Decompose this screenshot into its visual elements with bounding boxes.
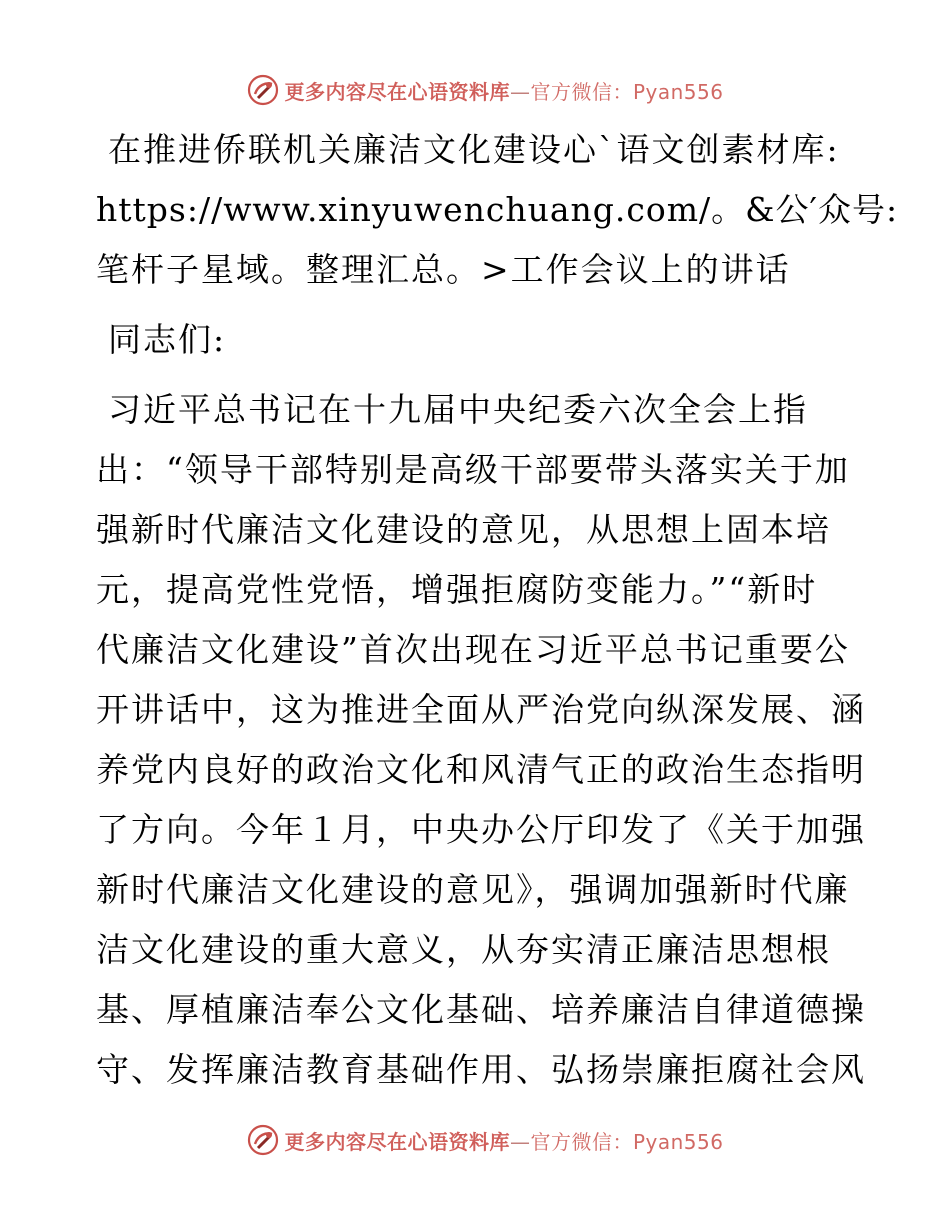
body-line: 开讲话中，这为推进全面从严治党向纵深发展、涵: [96, 690, 866, 729]
body-line: 代廉洁文化建设”首次出现在习近平总书记重要公: [96, 630, 850, 669]
document-body: [96, 120, 899, 1100]
wechat-logo-icon: [246, 73, 280, 107]
watermark-brand: 更多内容尽在心语资料库: [284, 79, 510, 104]
body-line: 养党内良好的政治文化和风清气正的政治生态指明: [96, 750, 866, 789]
body-line: 新时代廉洁文化建设的意见》，强调加强新时代廉: [96, 870, 850, 909]
body-line: 了方向。今年１月，中央办公厅印发了《关于加强: [96, 810, 866, 849]
watermark-separator: —: [509, 1129, 531, 1154]
title-line: 在推进侨联机关廉洁文化建设心`语文创素材库:: [108, 130, 840, 169]
body-line: 元，提高党性党悟，增强拒腐防变能力。”“新时: [96, 570, 818, 609]
body-line: 守、发挥廉洁教育基础作用、弘扬崇廉拒腐社会风: [96, 1050, 866, 1089]
watermark-account: 官方微信：Pyan556: [530, 79, 724, 104]
wechat-logo-icon: [246, 1123, 280, 1157]
watermark-text: [284, 76, 723, 105]
body-line: 出：“领导干部特别是高级干部要带头落实关于加: [96, 450, 850, 489]
body-line: 洁文化建设的重大意义，从夯实清正廉洁思想根: [96, 930, 831, 969]
title-line: https://www.xinyuwenchuang.com/。&公′众号:: [96, 190, 899, 229]
footer-watermark: [0, 1120, 950, 1160]
body-line: 基、厚植廉洁奉公文化基础、培养廉洁自律道德操: [96, 990, 866, 1029]
watermark-account: 官方微信：Pyan556: [530, 1129, 724, 1154]
watermark-text: [284, 1126, 723, 1155]
watermark-separator: —: [509, 79, 531, 104]
body-line: 习近平总书记在十九届中央纪委六次全会上指: [108, 390, 808, 429]
body-line: 强新时代廉洁文化建设的意见，从思想上固本培: [96, 510, 831, 549]
header-watermark: [0, 70, 950, 110]
title-line: 笔杆子星域。整理汇总。>工作会议上的讲话: [96, 250, 791, 289]
watermark-brand: 更多内容尽在心语资料库: [284, 1129, 510, 1154]
salutation: 同志们:: [108, 320, 227, 359]
